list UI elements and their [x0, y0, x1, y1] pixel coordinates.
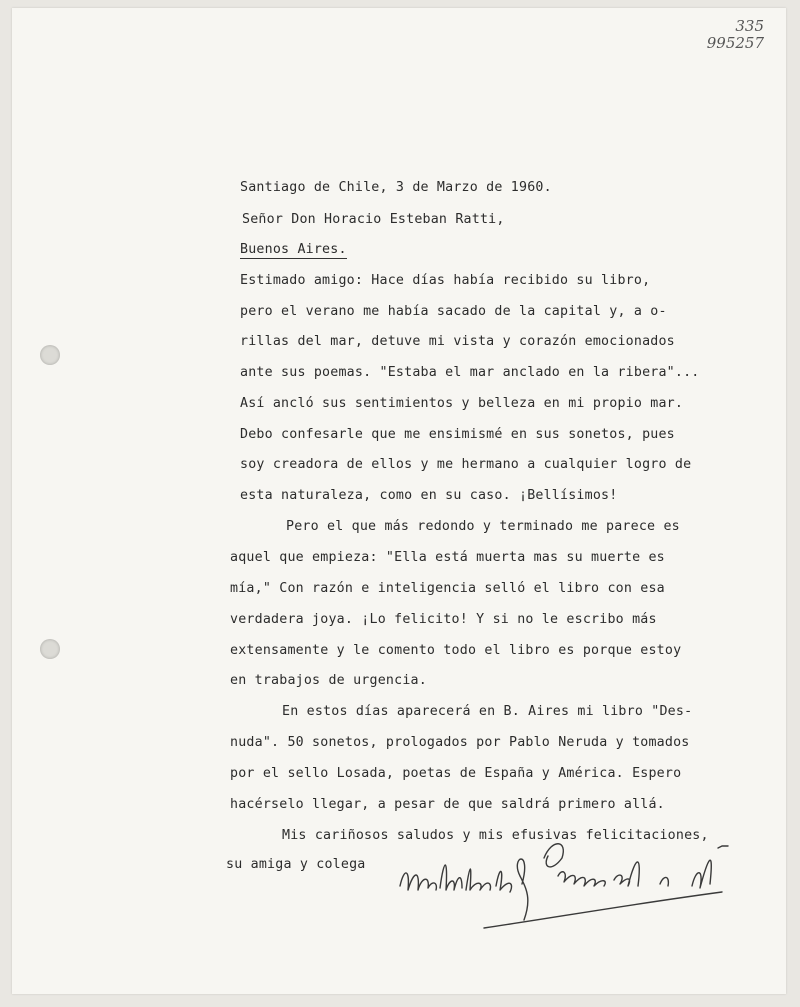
body-line: Debo confesarle que me ensimismé en sus sonetos, pues: [240, 427, 675, 442]
closing-line: su amiga y colega: [226, 857, 366, 872]
body-line: rillas del mar, detuve mi vista y corazón emocionados: [240, 334, 675, 349]
body-line: pero el verano me había sacado de la capital y, a o-: [240, 304, 667, 319]
closing-line: Mis cariñosos saludos y mis efusivas felicitaciones,: [282, 828, 709, 843]
body-line: extensamente y le comento todo el libro es porque estoy: [230, 643, 682, 658]
body-line: soy creadora de ellos y me hermano a cualquier logro de: [240, 457, 692, 472]
body-line: nuda". 50 sonetos, prologados por Pablo Neruda y tomados: [230, 735, 690, 750]
body-line: esta naturaleza, como en su caso. ¡Bellísimos!: [240, 488, 618, 503]
body-line: verdadera joya. ¡Lo felicito! Y si no le escribo más: [230, 612, 657, 627]
body-line: aquel que empieza: "Ella está muerta mas su muerte es: [230, 550, 665, 565]
body-line: mía," Con razón e inteligencia selló el libro con esa: [230, 581, 665, 596]
body-line: Pero el que más redondo y terminado me parece es: [286, 519, 680, 534]
archive-code: 995257: [706, 34, 764, 52]
punch-hole-top: [40, 345, 60, 365]
recipient-city: Buenos Aires.: [240, 242, 347, 257]
archive-number: 335: [735, 17, 764, 35]
body-line: En estos días aparecerá en B. Aires mi libro "Des-: [282, 704, 693, 719]
body-line: hacérselo llegar, a pesar de que saldrá primero allá.: [230, 797, 665, 812]
recipient-name: Señor Don Horacio Esteban Ratti,: [242, 212, 505, 227]
body-line: Así ancló sus sentimientos y belleza en mi propio mar.: [240, 396, 684, 411]
body-line: por el sello Losada, poetas de España y América. Espero: [230, 766, 682, 781]
body-line: en trabajos de urgencia.: [230, 673, 427, 688]
place-date: Santiago de Chile, 3 de Marzo de 1960.: [240, 180, 552, 195]
body-line: ante sus poemas. "Estaba el mar anclado en la ribera"...: [240, 365, 700, 380]
body-line: Estimado amigo: Hace días había recibido su libro,: [240, 273, 651, 288]
punch-hole-bottom: [40, 639, 60, 659]
archive-marks: [707, 18, 764, 52]
handwritten-signature: [392, 828, 772, 938]
